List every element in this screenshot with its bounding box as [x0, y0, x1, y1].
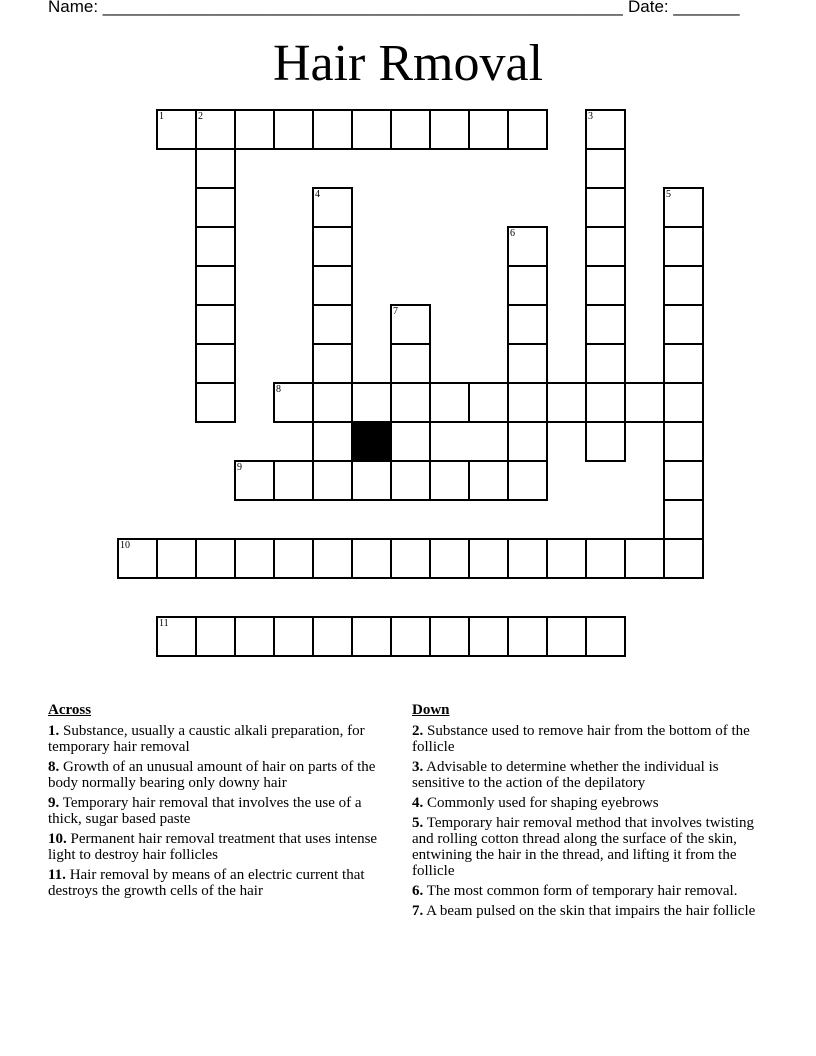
grid-cell[interactable] [585, 226, 626, 267]
grid-cell[interactable] [585, 304, 626, 345]
across-clue [48, 723, 398, 755]
clue-label-number: 6. [412, 883, 424, 899]
grid-cell[interactable] [663, 226, 704, 267]
grid-cell[interactable] [195, 226, 236, 267]
grid-cell[interactable] [585, 109, 626, 150]
grid-cell[interactable] [351, 616, 392, 657]
page-title: Hair Rmoval [272, 35, 544, 92]
down-heading: Down [412, 702, 450, 718]
grid-cell[interactable] [390, 382, 431, 423]
down-clue [412, 723, 762, 755]
grid-cell[interactable] [663, 265, 704, 306]
grid-cell[interactable] [468, 616, 509, 657]
grid-cell[interactable] [585, 187, 626, 228]
grid-cell[interactable] [195, 343, 236, 384]
grid-cell[interactable] [663, 382, 704, 423]
across-clue [48, 759, 398, 791]
grid-cell[interactable] [507, 109, 548, 150]
grid-cell[interactable] [585, 421, 626, 462]
clue-text: Commonly used for shaping eyebrows [423, 795, 659, 811]
grid-cell[interactable] [156, 616, 197, 657]
grid-cell[interactable] [507, 226, 548, 267]
grid-cell[interactable] [507, 460, 548, 501]
grid-cell[interactable] [195, 304, 236, 345]
grid-cell[interactable] [312, 421, 353, 462]
grid-cell[interactable] [390, 460, 431, 501]
clue-number: 7 [393, 306, 398, 317]
grid-cell[interactable] [273, 460, 314, 501]
grid-cell[interactable] [195, 382, 236, 423]
grid-cell[interactable] [429, 460, 470, 501]
clue-number: 8 [276, 384, 281, 395]
grid-cell[interactable] [507, 616, 548, 657]
grid-cell[interactable] [273, 109, 314, 150]
clue-text: A beam pulsed on the skin that impairs the hair follicle [423, 903, 756, 919]
grid-cell[interactable] [234, 616, 275, 657]
grid-cell[interactable] [429, 616, 470, 657]
across-heading: Across [48, 702, 92, 718]
grid-cell[interactable] [234, 460, 275, 501]
down-clue [412, 759, 762, 791]
clue-text: Temporary hair removal method that involves twisting and rolling cotton thread along the surface of the skin, entwining the hair in the thread, and lifting it from the follicle [412, 815, 754, 879]
grid-cell[interactable] [312, 616, 353, 657]
clue-label-number: 8. [48, 759, 60, 775]
grid-cell[interactable] [234, 109, 275, 150]
grid-cell[interactable] [663, 304, 704, 345]
grid-cell[interactable] [234, 538, 275, 579]
grid-cell[interactable] [156, 538, 197, 579]
grid-cell[interactable] [585, 616, 626, 657]
grid-cell[interactable] [585, 265, 626, 306]
grid-cell[interactable] [585, 382, 626, 423]
grid-cell[interactable] [273, 538, 314, 579]
down-clues [412, 702, 762, 923]
grid-cell[interactable] [507, 343, 548, 384]
grid-cell[interactable] [390, 421, 431, 462]
clue-number: 10 [120, 540, 130, 551]
grid-cell[interactable] [468, 382, 509, 423]
down-clue [412, 883, 762, 899]
grid-cell[interactable] [663, 187, 704, 228]
grid-cell[interactable] [390, 616, 431, 657]
across-clue [48, 795, 398, 827]
clue-text: Advisable to determine whether the individual is sensitive to the action of the depilatory [412, 759, 719, 791]
grid-cell[interactable] [468, 109, 509, 150]
grid-cell[interactable] [273, 616, 314, 657]
grid-cell[interactable] [429, 538, 470, 579]
grid-cell[interactable] [390, 538, 431, 579]
grid-cell[interactable] [507, 382, 548, 423]
grid-cell[interactable] [624, 538, 665, 579]
down-clue [412, 903, 762, 919]
clue-label-number: 10. [48, 831, 67, 847]
clue-number: 5 [666, 189, 671, 200]
down-clue [412, 795, 762, 811]
grid-cell[interactable] [585, 148, 626, 189]
grid-cell[interactable] [312, 265, 353, 306]
grid-cell[interactable] [312, 226, 353, 267]
grid-cell[interactable] [390, 343, 431, 384]
grid-cell[interactable] [117, 538, 158, 579]
grid-cell[interactable] [351, 538, 392, 579]
grid-cell[interactable] [546, 616, 587, 657]
grid-cell[interactable] [390, 109, 431, 150]
down-clue [412, 815, 762, 879]
grid-cell[interactable] [507, 421, 548, 462]
clue-number: 3 [588, 111, 593, 122]
grid-cell[interactable] [663, 499, 704, 540]
grid-cell[interactable] [312, 109, 353, 150]
grid-cell[interactable] [585, 538, 626, 579]
date-field[interactable]: Date: _______ [628, 0, 740, 16]
clue-text: Growth of an unusual amount of hair on parts of the body normally bearing only downy hair [48, 759, 376, 791]
clue-number: 11 [159, 618, 169, 629]
grid-cell[interactable] [507, 265, 548, 306]
clue-text: Permanent hair removal treatment that uses intense light to destroy hair follicles [48, 831, 378, 863]
grid-cell[interactable] [312, 343, 353, 384]
grid-cell[interactable] [585, 343, 626, 384]
grid-cell[interactable] [195, 148, 236, 189]
grid-cell[interactable] [624, 382, 665, 423]
grid-cell[interactable] [546, 382, 587, 423]
clue-label-number: 7. [412, 903, 424, 919]
grid-cell[interactable] [351, 382, 392, 423]
grid-cell[interactable] [429, 109, 470, 150]
grid-cell[interactable] [195, 187, 236, 228]
clue-number: 4 [315, 189, 320, 200]
grid-cell[interactable] [429, 382, 470, 423]
clue-label-number: 4. [412, 795, 424, 811]
clue-text: Temporary hair removal that involves the use of a thick, sugar based paste [48, 795, 362, 827]
grid-cell[interactable] [663, 538, 704, 579]
clue-text: Substance used to remove hair from the bottom of the follicle [412, 723, 750, 755]
grid-cell[interactable] [390, 304, 431, 345]
grid-cell[interactable] [195, 265, 236, 306]
across-clue [48, 831, 398, 863]
grid-cell[interactable] [195, 616, 236, 657]
grid-cell[interactable] [468, 460, 509, 501]
grid-cell[interactable] [351, 460, 392, 501]
grid-cell[interactable] [507, 538, 548, 579]
clue-text: Substance, usually a caustic alkali preparation, for temporary hair removal [48, 723, 365, 755]
clue-label-number: 9. [48, 795, 60, 811]
clue-label-number: 1. [48, 723, 60, 739]
clue-number: 9 [237, 462, 242, 473]
clue-number: 1 [159, 111, 164, 122]
blocked-cell [351, 421, 392, 462]
across-clue [48, 867, 398, 899]
grid-cell[interactable] [663, 460, 704, 501]
clue-label-number: 5. [412, 815, 424, 831]
clue-label-number: 2. [412, 723, 424, 739]
clue-number: 6 [510, 228, 515, 239]
grid-cell[interactable] [273, 382, 314, 423]
grid-cell[interactable] [312, 538, 353, 579]
clue-text: The most common form of temporary hair removal. [423, 883, 738, 899]
name-field[interactable]: Name: _______________________________________________________ [48, 0, 623, 16]
grid-cell[interactable] [663, 343, 704, 384]
grid-cell[interactable] [507, 304, 548, 345]
grid-cell[interactable] [351, 109, 392, 150]
clue-label-number: 11. [48, 867, 66, 883]
grid-cell[interactable] [663, 421, 704, 462]
grid-cell[interactable] [195, 538, 236, 579]
grid-cell[interactable] [195, 109, 236, 150]
clue-label-number: 3. [412, 759, 424, 775]
grid-cell[interactable] [156, 109, 197, 150]
grid-cell[interactable] [468, 538, 509, 579]
grid-cell[interactable] [312, 304, 353, 345]
grid-cell[interactable] [312, 460, 353, 501]
across-clues [48, 702, 398, 903]
clue-number: 2 [198, 111, 203, 122]
grid-cell[interactable] [312, 382, 353, 423]
grid-cell[interactable] [312, 187, 353, 228]
grid-cell[interactable] [546, 538, 587, 579]
clue-text: Hair removal by means of an electric current that destroys the growth cells of the hair [48, 867, 365, 899]
